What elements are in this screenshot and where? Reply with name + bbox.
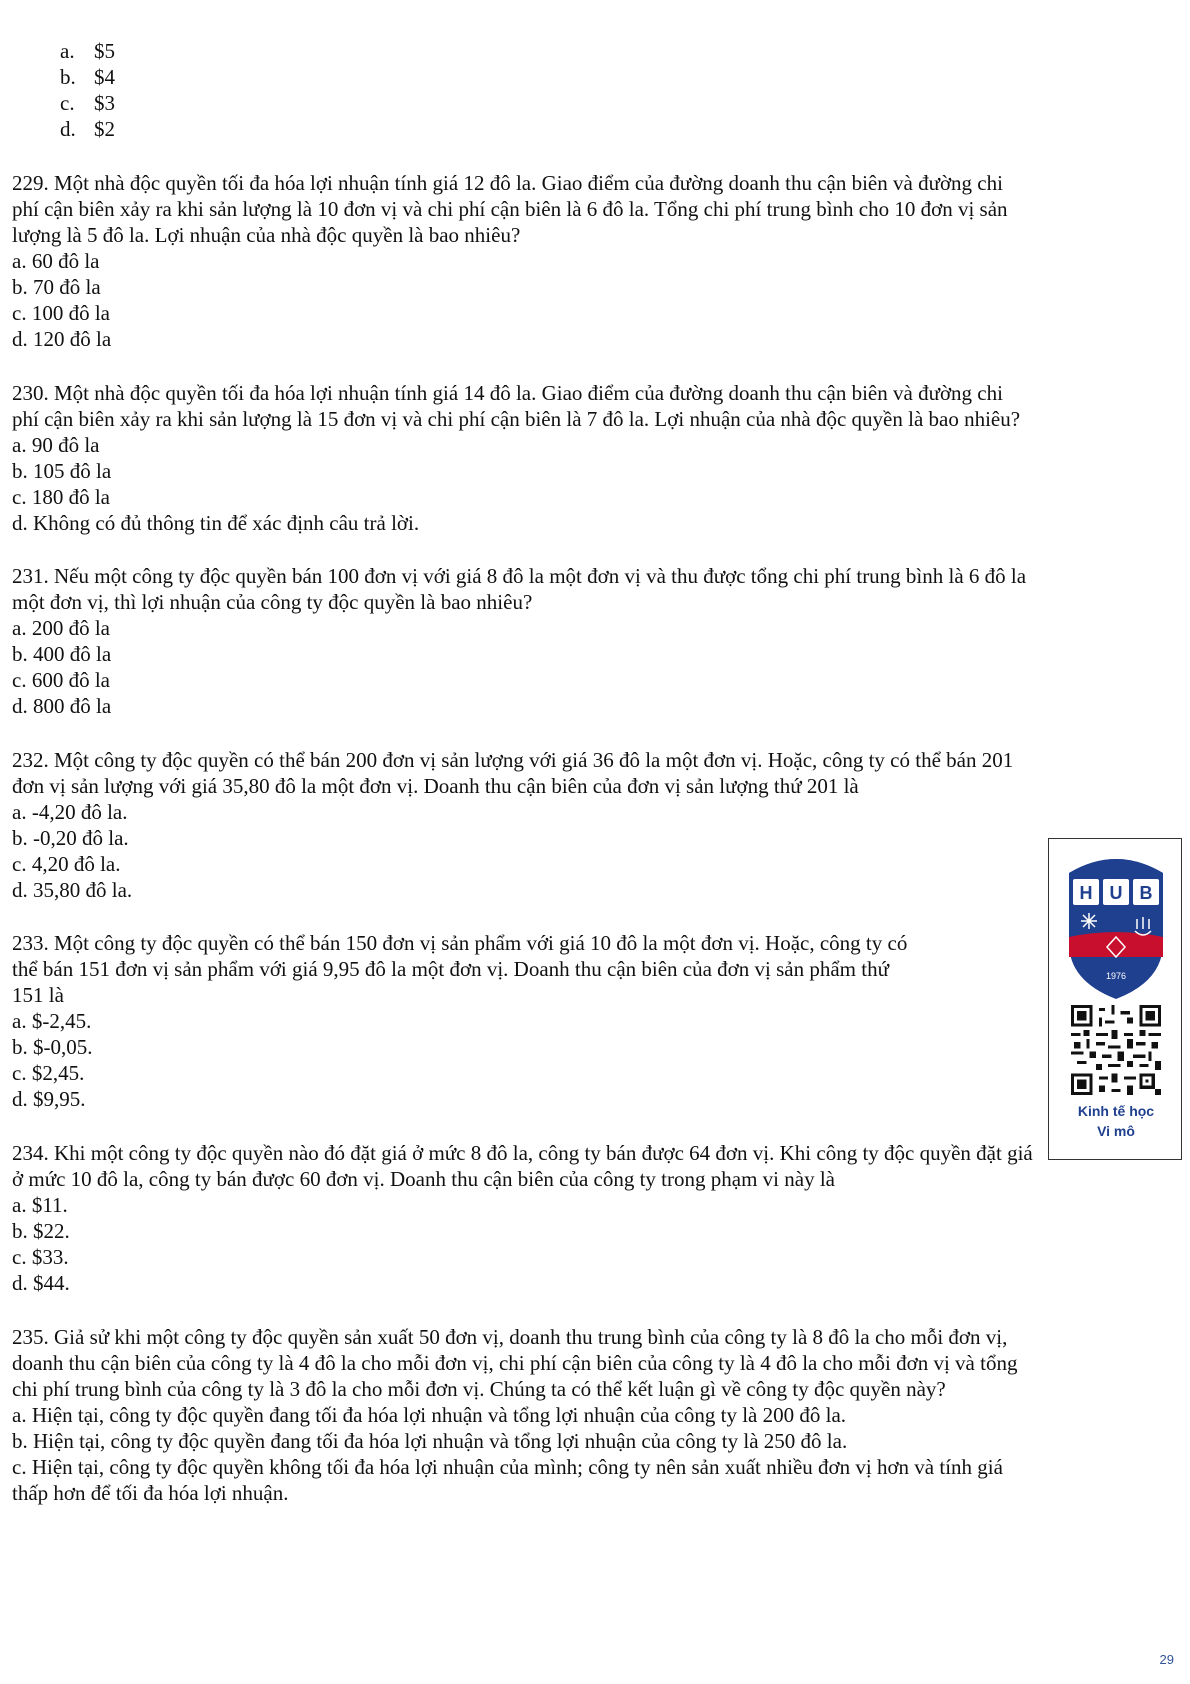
q233-text-line: 151 là	[12, 983, 64, 1007]
q229-text-line: lượng là 5 đô la. Lợi nhuận của nhà độc quyền là bao nhiêu?	[12, 223, 521, 247]
q231-option: c. 600 đô la	[12, 668, 110, 692]
q233-option: b. $-0,05.	[12, 1035, 93, 1059]
qr-code-icon	[1071, 1005, 1161, 1095]
q230-text-line: phí cận biên xảy ra khi sản lượng là 15 đơn vị và chi phí cận biên là 7 đô la. Lợi nhuận của nhà độc quyền là bao nhiêu?	[12, 407, 1021, 431]
q230-option: a. 90 đô la	[12, 433, 100, 457]
q234-option: a. $11.	[12, 1193, 68, 1217]
q233-option: c. $2,45.	[12, 1061, 85, 1085]
q232-option: d. 35,80 đô la.	[12, 878, 133, 902]
q231-option: b. 400 đô la	[12, 642, 112, 666]
top-option-a: a. $5	[60, 39, 115, 63]
q235-option: a. Hiện tại, công ty độc quyền đang tối đa hóa lợi nhuận và tổng lợi nhuận của công ty là 200 đô la.	[12, 1403, 847, 1427]
q234-option: b. $22.	[12, 1219, 70, 1243]
top-option-b: b. $4	[60, 65, 115, 89]
q230-text-line: 230. Một nhà độc quyền tối đa hóa lợi nhuận tính giá 14 đô la. Giao điểm của đường doanh thu cận biên và đường chi	[12, 381, 1003, 405]
q231-text-line: 231. Nếu một công ty độc quyền bán 100 đơn vị với giá 8 đô la một đơn vị và thu được tổng chi phí trung bình là 6 đô la	[12, 564, 1027, 588]
q229-option: d. 120 đô la	[12, 327, 112, 351]
q229-option: a. 60 đô la	[12, 249, 100, 273]
q235-option-continued: thấp hơn để tối đa hóa lợi nhuận.	[12, 1481, 289, 1505]
shield-letter-b: B	[1139, 883, 1153, 903]
q234-text-line: ở mức 10 đô la, công ty bán được 60 đơn vị. Doanh thu cận biên của công ty trong phạm vi này là	[12, 1167, 835, 1191]
q234-option: d. $44.	[12, 1271, 70, 1295]
q229-option: c. 100 đô la	[12, 301, 110, 325]
q234-text-line: 234. Khi một công ty độc quyền nào đó đặt giá ở mức 8 đô la, công ty bán được 64 đơn vị. Khi công ty độc quyền đặt giá	[12, 1141, 1033, 1165]
shield-year: 1976	[1105, 971, 1127, 981]
top-option-c: c. $3	[60, 91, 115, 115]
shield-letter-h: H	[1079, 883, 1093, 903]
q232-text-line: 232. Một công ty độc quyền có thể bán 200 đơn vị sản lượng với giá 36 đô la một đơn vị. Hoặc, công ty có thể bán 201	[12, 748, 1014, 772]
q233-text-line: thể bán 151 đơn vị sản phẩm với giá 9,95 đô la một đơn vị. Doanh thu cận biên của đơn vị sản phẩm thứ	[12, 957, 889, 981]
q233-option: a. $-2,45.	[12, 1009, 92, 1033]
badge-caption-line1: Kinh tế học	[1077, 1103, 1155, 1119]
q229-text-line: phí cận biên xảy ra khi sản lượng là 10 đơn vị và chi phí cận biên là 6 đô la. Tổng chi phí trung bình cho 10 đơn vị sản	[12, 197, 1008, 221]
q232-text-line: đơn vị sản lượng với giá 35,80 đô la một đơn vị. Doanh thu cận biên của đơn vị sản lượng thứ 201 là	[12, 774, 859, 798]
top-option-d: d. $2	[60, 117, 115, 141]
q232-option: c. 4,20 đô la.	[12, 852, 121, 876]
q229-text-line: 229. Một nhà độc quyền tối đa hóa lợi nhuận tính giá 12 đô la. Giao điểm của đường doanh thu cận biên và đường chi	[12, 171, 1003, 195]
q235-text-line: 235. Giả sử khi một công ty độc quyền sản xuất 50 đơn vị, doanh thu trung bình của công ty là 8 đô la cho mỗi đơn vị,	[12, 1325, 1008, 1349]
q230-option: b. 105 đô la	[12, 459, 112, 483]
q233-text-line: 233. Một công ty độc quyền có thể bán 150 đơn vị sản phẩm với giá 10 đô la một đơn vị. Hoặc, công ty có	[12, 931, 908, 955]
q230-option: c. 180 đô la	[12, 485, 110, 509]
hub-shield-logo	[1067, 851, 1165, 1001]
q234-option: c. $33.	[12, 1245, 69, 1269]
q232-option: b. -0,20 đô la.	[12, 826, 129, 850]
q235-option: c. Hiện tại, công ty độc quyền không tối đa hóa lợi nhuận của mình; công ty nên sản xuất nhiều đơn vị hơn và tính giá	[12, 1455, 1003, 1479]
q233-option: d. $9,95.	[12, 1087, 86, 1111]
q229-option: b. 70 đô la	[12, 275, 101, 299]
q235-text-line: chi phí trung bình của công ty là 3 đô la cho mỗi đơn vị. Chúng ta có thể kết luận gì về công ty độc quyền này?	[12, 1377, 946, 1401]
page-number: 29	[1159, 1652, 1174, 1667]
badge-caption-line2: Vi mô	[1097, 1123, 1135, 1139]
q235-option: b. Hiện tại, công ty độc quyền đang tối đa hóa lợi nhuận và tổng lợi nhuận của công ty là 250 đô la.	[12, 1429, 848, 1453]
q232-option: a. -4,20 đô la.	[12, 800, 128, 824]
q230-option: d. Không có đủ thông tin để xác định câu trả lời.	[12, 511, 420, 535]
q235-text-line: doanh thu cận biên của công ty là 4 đô la cho mỗi đơn vị, chi phí cận biên của công ty là 4 đô la cho mỗi đơn vị và tổng	[12, 1351, 1018, 1375]
hub-badge	[1048, 838, 1182, 1160]
q231-option: d. 800 đô la	[12, 694, 112, 718]
shield-letter-u: U	[1109, 883, 1123, 903]
q231-option: a. 200 đô la	[12, 616, 110, 640]
q231-text-line: một đơn vị, thì lợi nhuận của công ty độc quyền là bao nhiêu?	[12, 590, 533, 614]
